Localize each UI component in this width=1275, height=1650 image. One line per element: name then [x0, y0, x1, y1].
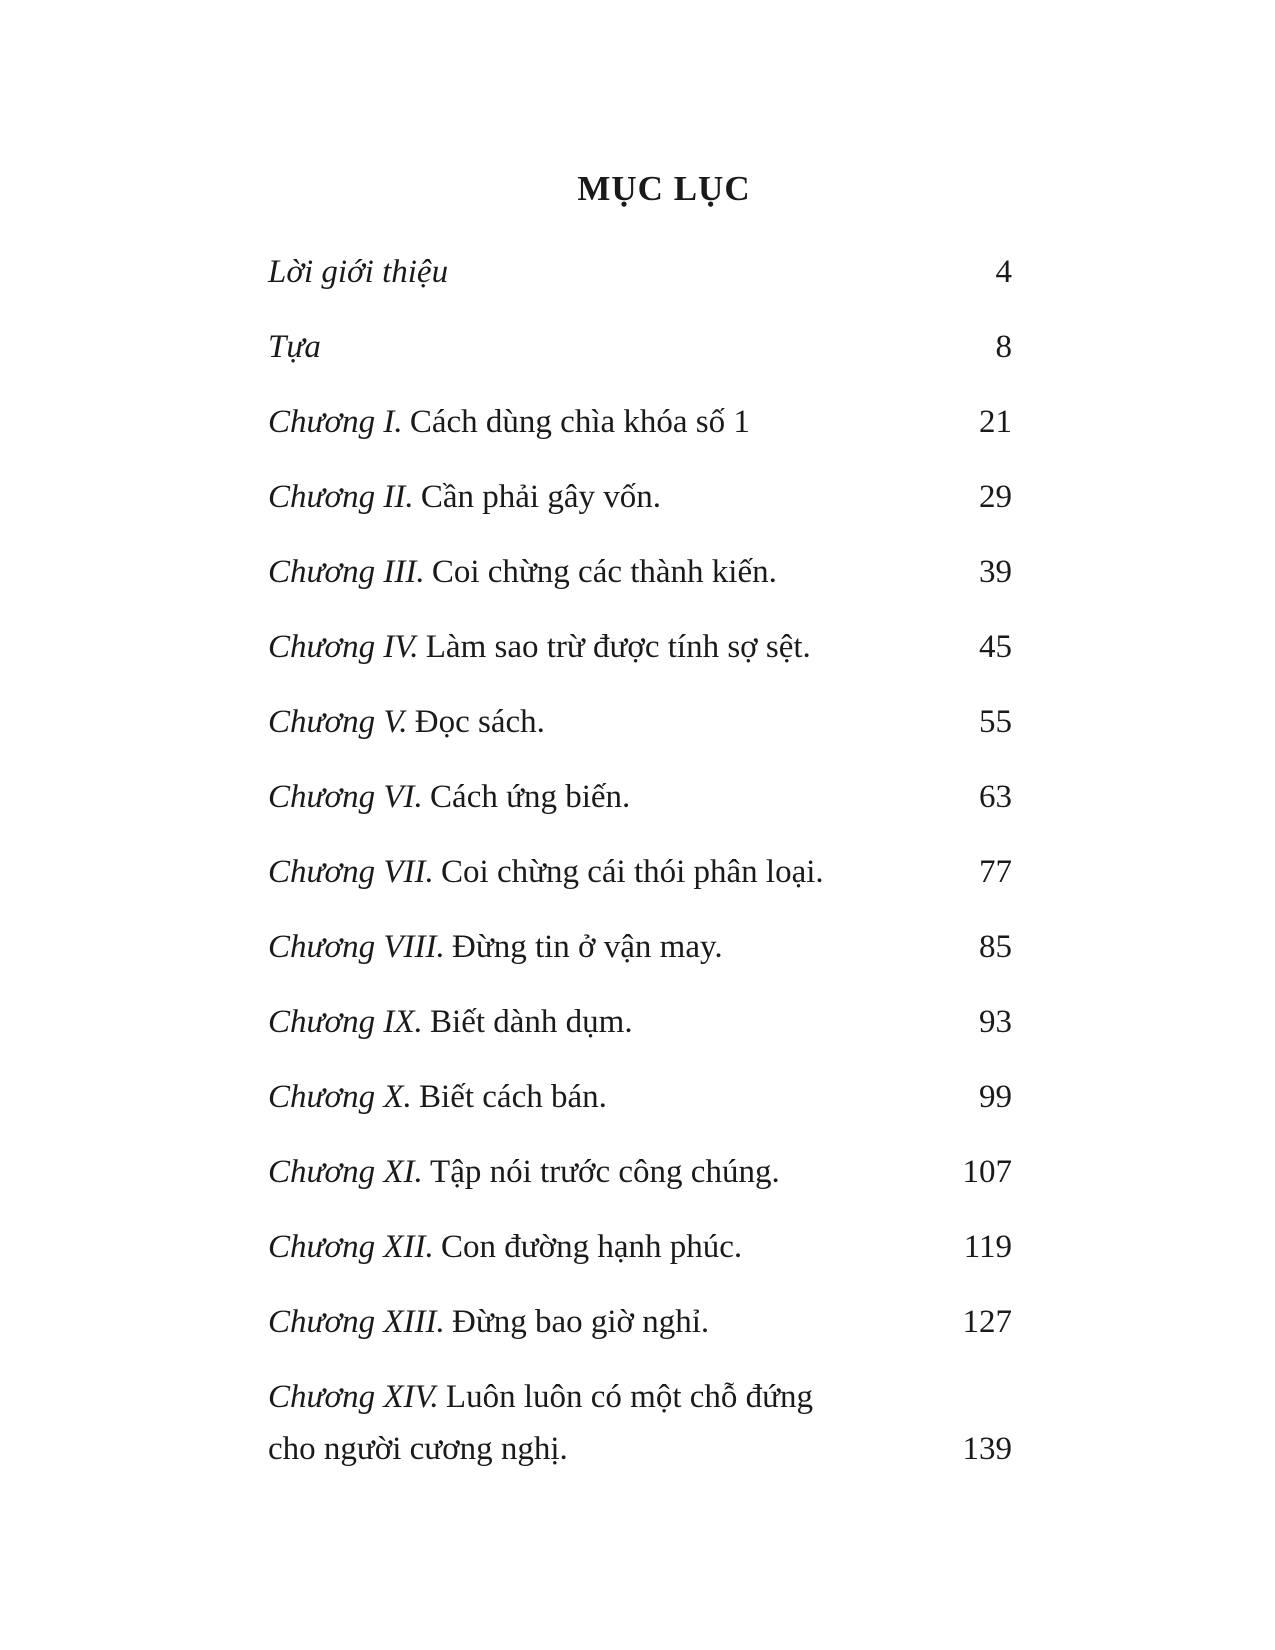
toc-entry [268, 771, 1012, 823]
toc-entry-title: Cần phải gây vốn. [420, 479, 661, 515]
toc-entry-chapter: Chương VI. [268, 779, 423, 815]
toc-entry-label [268, 846, 824, 898]
toc-entry-chapter: Chương IV. [268, 629, 419, 665]
toc-entry-label [268, 1071, 607, 1123]
toc-entry-chapter: Chương XIII. [268, 1304, 445, 1340]
toc-entry-title: Biết dành dụm. [430, 1004, 633, 1040]
toc-entry-chapter: Chương XI. [268, 1154, 423, 1190]
toc-entry-title: Đừng tin ở vận may. [452, 929, 723, 965]
toc-entry [268, 696, 1012, 748]
toc-entry-label [268, 621, 811, 673]
toc-entry-label [268, 471, 661, 523]
toc-entry-page-number: 127 [962, 1304, 1012, 1340]
toc-entry [268, 996, 1012, 1048]
toc-entry-page-number: 21 [979, 404, 1012, 440]
toc-entry-title: Coi chừng các thành kiến. [431, 554, 777, 590]
toc-entry [268, 921, 1012, 973]
toc-entry [268, 396, 1012, 448]
toc-entry-title: Con đường hạnh phúc. [441, 1229, 743, 1265]
toc-entry-title-line2: cho người cương nghị. [268, 1431, 568, 1467]
toc-entry-page-number: 107 [962, 1154, 1012, 1190]
toc-entry-label [268, 696, 545, 748]
toc-list [268, 246, 1012, 1475]
toc-entry-label [268, 921, 723, 973]
toc-entry-chapter: Lời giới thiệu [268, 254, 449, 290]
toc-entry-page-number: 93 [979, 1004, 1012, 1040]
toc-entry-title: Đọc sách. [414, 704, 545, 740]
toc-entry-chapter: Chương XII. [268, 1229, 434, 1265]
page-title: MỤC LỤC [577, 169, 751, 208]
toc-entry-page-number: 63 [979, 779, 1012, 815]
toc-entry-page-number: 139 [962, 1431, 1012, 1467]
toc-entry-title: Đừng bao giờ nghỉ. [452, 1304, 710, 1340]
toc-entry-label [268, 996, 633, 1048]
toc-entry-chapter: Chương III. [268, 554, 425, 590]
toc-entry-chapter: Chương IX. [268, 1004, 423, 1040]
toc-entry-chapter: Tựa [268, 329, 321, 365]
toc-entry-title: Tập nói trước công chúng. [430, 1154, 780, 1190]
toc-entry-title: Biết cách bán. [419, 1079, 607, 1115]
toc-entry-label [268, 771, 630, 823]
toc-entry [268, 1071, 1012, 1123]
toc-entry-page-number: 55 [979, 704, 1012, 740]
toc-entry [268, 1221, 1012, 1273]
toc-entry [268, 621, 1012, 673]
toc-entry-label [268, 396, 750, 448]
toc-entry-title: Coi chừng cái thói phân loại. [441, 854, 824, 890]
toc-entry-chapter: Chương V. [268, 704, 408, 740]
toc-entry [268, 546, 1012, 598]
toc-entry-label [268, 1296, 709, 1348]
toc-entry-chapter: Chương VII. [268, 854, 434, 890]
toc-entry-title: Cách ứng biến. [430, 779, 631, 815]
toc-entry-chapter: Chương VIII. [268, 929, 445, 965]
toc-entry-label [268, 246, 448, 298]
toc-entry [268, 321, 1012, 373]
toc-entry-page-number: 99 [979, 1079, 1012, 1115]
toc-entry-chapter: Chương X. [268, 1079, 412, 1115]
toc-entry-label [268, 1146, 780, 1198]
toc-entry [268, 1296, 1012, 1348]
toc-entry-label [268, 1371, 813, 1475]
toc-entry-chapter: Chương II. [268, 479, 414, 515]
toc-entry-page-number: 77 [979, 854, 1012, 890]
toc-entry-title: Làm sao trừ được tính sợ sệt. [425, 629, 811, 665]
toc-entry-title: Cách dùng chìa khóa số 1 [409, 404, 750, 440]
toc-entry-chapter: Chương I. [268, 404, 403, 440]
toc-entry [268, 846, 1012, 898]
toc-entry-page-number: 39 [979, 554, 1012, 590]
toc-entry-label [268, 321, 321, 373]
toc-entry [268, 471, 1012, 523]
toc-entry-page-number: 8 [995, 329, 1012, 365]
toc-entry-page-number: 119 [963, 1229, 1012, 1265]
toc-entry-page-number: 85 [979, 929, 1012, 965]
toc-entry-title: Luôn luôn có một chỗ đứng [445, 1379, 814, 1415]
toc-entry-page-number: 4 [995, 254, 1012, 290]
toc-entry [268, 1371, 1012, 1475]
toc-entry-page-number: 29 [979, 479, 1012, 515]
toc-entry-label [268, 1221, 742, 1273]
toc-entry [268, 246, 1012, 298]
toc-entry-label [268, 546, 777, 598]
toc-content [268, 163, 1012, 1498]
toc-entry-chapter: Chương XIV. [268, 1379, 439, 1415]
toc-entry-page-number: 45 [979, 629, 1012, 665]
toc-entry [268, 1146, 1012, 1198]
